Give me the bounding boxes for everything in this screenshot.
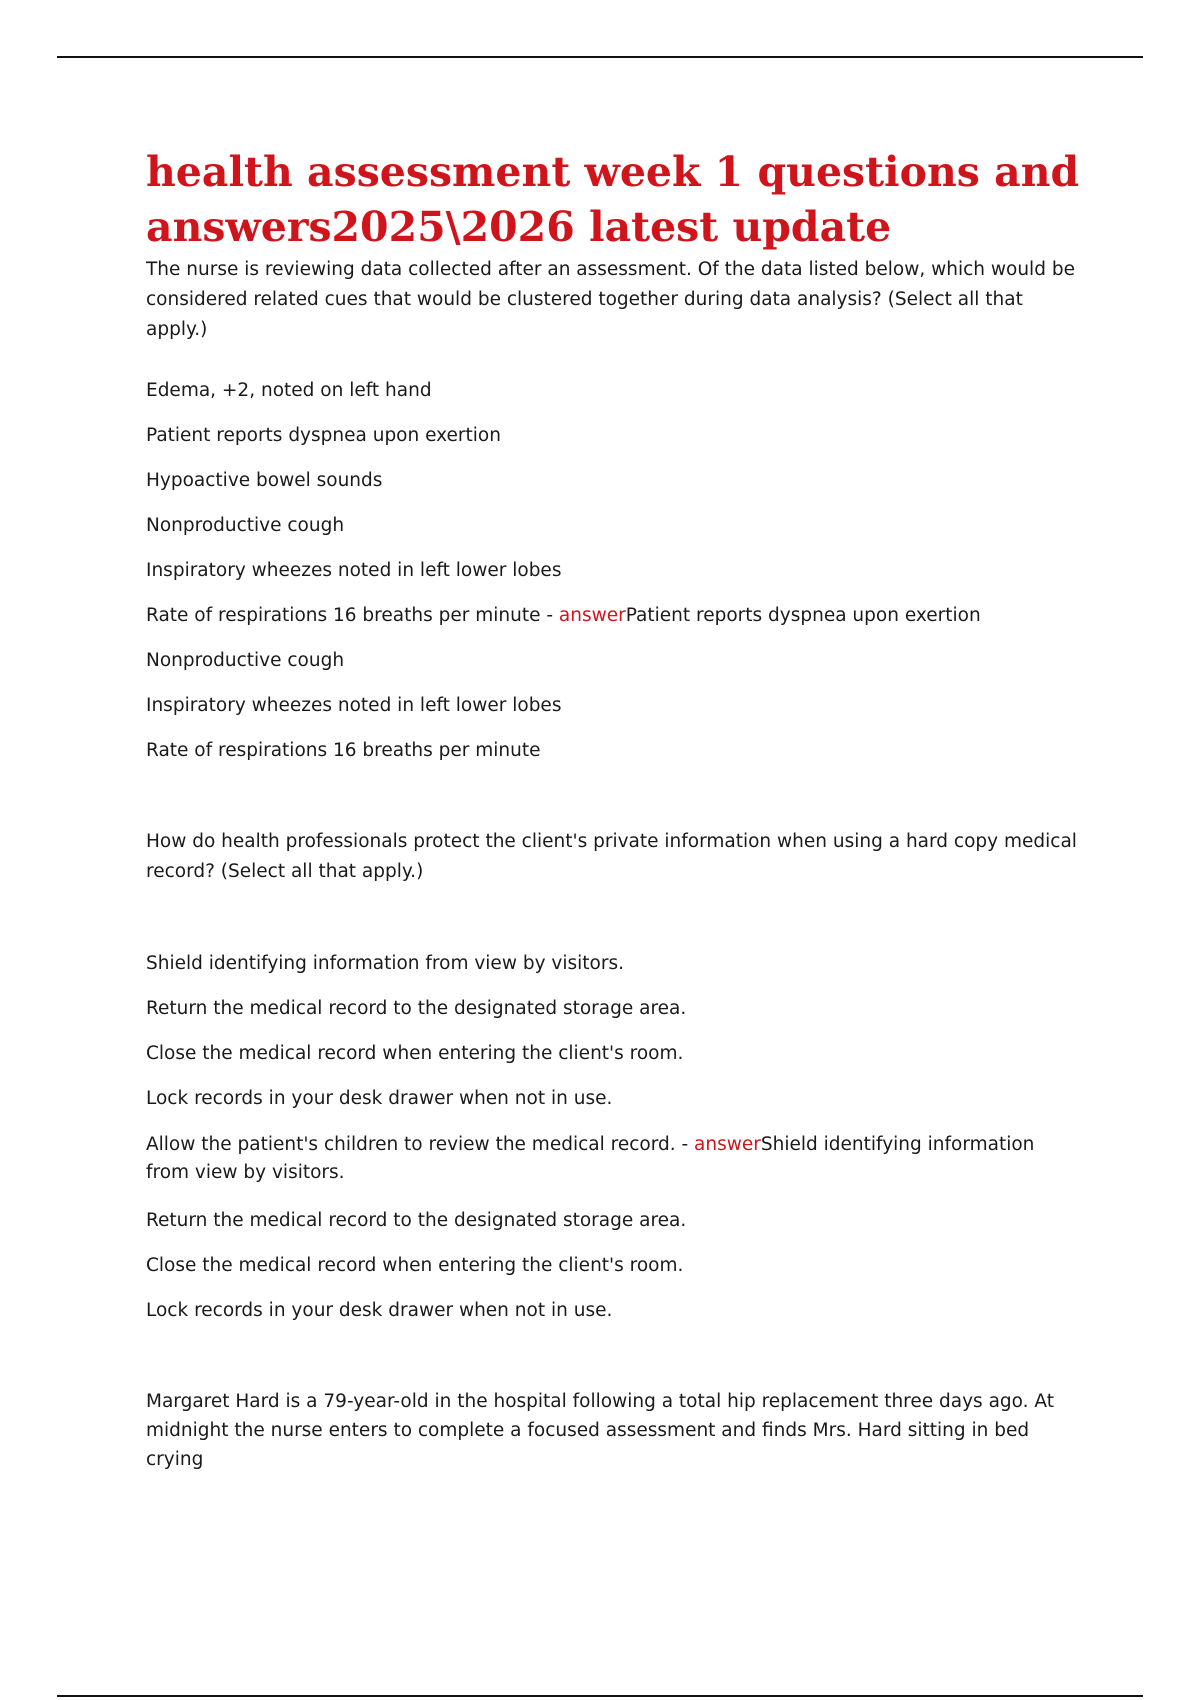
question-1-option-6-with-answer [146, 602, 981, 630]
question-2-option-5: Allow the patient's children to review the medical record. - [146, 1134, 695, 1155]
question-1-answer-3: Inspiratory wheezes noted in left lower lobes [146, 695, 562, 716]
question-1-answer-2: Nonproductive cough [146, 650, 345, 671]
question-1-option-1: Edema, +2, noted on left hand [146, 380, 432, 401]
question-1-prompt: The nurse is reviewing data collected after an assessment. Of the data listed below, which would be considered related cues that would be clustered together during data analysis? (Select all that apply.) [146, 259, 1075, 340]
question-1-option-6: Rate of respirations 16 breaths per minute - [146, 605, 559, 626]
question-2-answer-2: Return the medical record to the designated storage area. [146, 1210, 687, 1231]
document-title: health assessment week 1 questions and answers2025\2026 latest update [146, 148, 1080, 251]
top-rule [57, 56, 1143, 58]
answer-label: answer [694, 1134, 761, 1155]
question-2-option-5-with-answer [146, 1131, 1076, 1187]
question-1-option-3: Hypoactive bowel sounds [146, 470, 383, 491]
question-1-option-5: Inspiratory wheezes noted in left lower lobes [146, 560, 562, 581]
question-3-prompt: Margaret Hard is a 79-year-old in the hospital following a total hip replacement three days ago. At midnight the nurse enters to complete a focused assessment and finds Mrs. Hard sitting in bed crying [146, 1391, 1054, 1470]
question-1-option-2: Patient reports dyspnea upon exertion [146, 425, 501, 446]
question-2-option-1: Shield identifying information from view by visitors. [146, 953, 624, 974]
question-2-answer-4: Lock records in your desk drawer when not in use. [146, 1300, 613, 1321]
question-2-answer-3: Close the medical record when entering the client's room. [146, 1255, 684, 1276]
question-2-option-3: Close the medical record when entering the client's room. [146, 1043, 684, 1064]
question-2-option-2: Return the medical record to the designated storage area. [146, 998, 687, 1019]
question-1-option-4: Nonproductive cough [146, 515, 345, 536]
question-1-answer-4: Rate of respirations 16 breaths per minute [146, 740, 541, 761]
question-2-prompt: How do health professionals protect the client's private information when using a hard copy medical record? (Select all that apply.) [146, 831, 1077, 882]
question-1-answer-1: Patient reports dyspnea upon exertion [625, 605, 981, 626]
question-2-option-4: Lock records in your desk drawer when not in use. [146, 1088, 613, 1109]
bottom-rule [57, 1695, 1143, 1697]
question-2-answer-1: Shield identifying information from view by visitors. [146, 1134, 1035, 1183]
answer-label: answer [558, 605, 626, 626]
